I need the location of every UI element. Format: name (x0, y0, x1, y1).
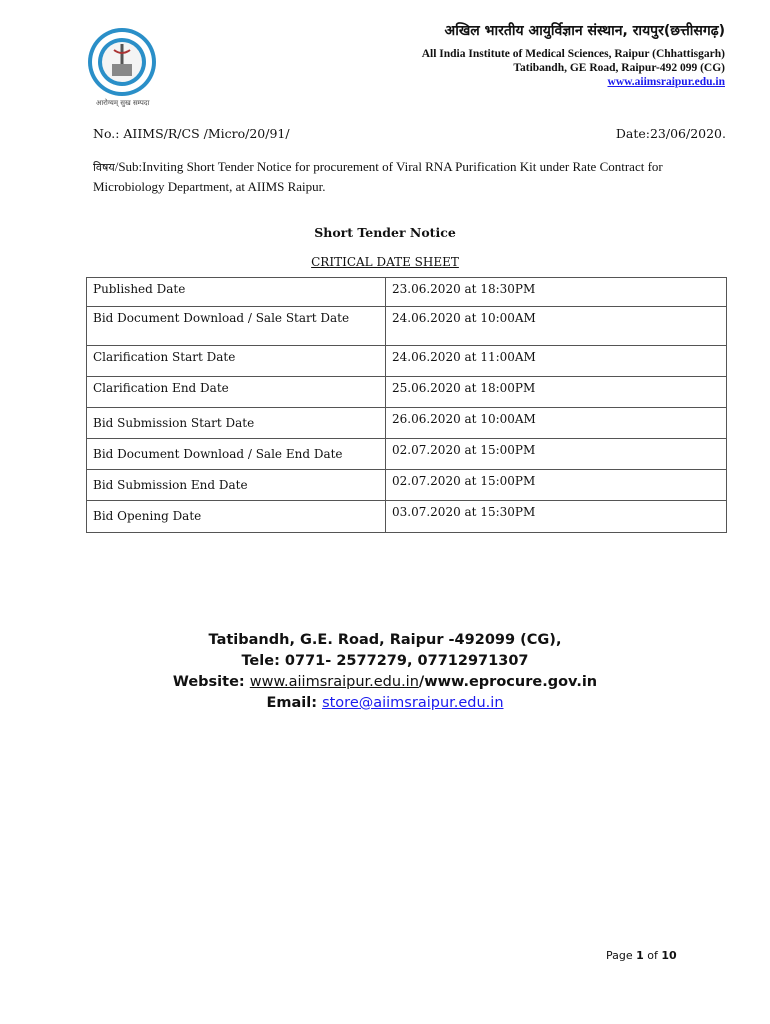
critical-dates-table (86, 277, 727, 533)
date-value: 25.06.2020 at 18:00PM (386, 377, 727, 408)
table-row (87, 278, 727, 307)
website-label: Website: (172, 674, 250, 690)
page-current: 1 (636, 949, 644, 962)
date-label: Bid Submission End Date (87, 470, 386, 501)
institute-name: All India Institute of Medical Sciences, Raipur (Chhattisgarh) (421, 48, 725, 60)
email-label: Email: (266, 695, 323, 711)
critical-date-sheet-title: CRITICAL DATE SHEET (311, 255, 459, 269)
date-label: Clarification Start Date (87, 346, 386, 377)
table-row (87, 470, 727, 501)
page-prefix: Page (606, 949, 637, 962)
subject-prefix: विषय (93, 161, 115, 174)
date-label: Bid Document Download / Sale End Date (87, 439, 386, 470)
hindi-institute-name: अखिल भारतीय आयुर्विज्ञान संस्थान, रायपुर(छत्तीसगढ़) (444, 23, 725, 39)
table-row (87, 346, 727, 377)
date-label: Bid Opening Date (87, 501, 386, 533)
date-label: Published Date (87, 278, 386, 307)
contact-website-link[interactable]: www.aiimsraipur.edu.in (249, 674, 419, 690)
date-value: 02.07.2020 at 15:00PM (386, 439, 727, 470)
institute-address: Tatibandh, GE Road, Raipur-492 099 (CG) (513, 62, 725, 74)
contact-email-link[interactable]: store@aiimsraipur.edu.in (322, 695, 504, 711)
date-value: 03.07.2020 at 15:30PM (386, 501, 727, 533)
reference-date: Date:23/06/2020. (615, 126, 726, 141)
page-number (606, 949, 677, 962)
date-value: 02.07.2020 at 15:00PM (386, 470, 727, 501)
subject-text: /Sub:Inviting Short Tender Notice for procurement of Viral RNA Purification Kit under Rate Contract for Microbiology Department, at AIIMS Raipur. (93, 159, 663, 194)
table-row (87, 377, 727, 408)
contact-website-2: /www.eprocure.gov.in (418, 674, 598, 690)
table-row (87, 408, 727, 439)
table-row (87, 501, 727, 533)
date-value: 23.06.2020 at 18:30PM (386, 278, 727, 307)
date-label: Bid Submission Start Date (87, 408, 386, 439)
page-total: 10 (661, 949, 677, 962)
subject-line (93, 157, 733, 196)
contact-block (0, 630, 770, 714)
date-value: 24.06.2020 at 10:00AM (386, 307, 727, 346)
logo-motto: आरोग्यम् सुख सम्पदा (96, 99, 150, 107)
date-label: Clarification End Date (87, 377, 386, 408)
date-label: Bid Document Download / Sale Start Date (87, 307, 386, 346)
aiims-logo (86, 26, 158, 98)
table-row (87, 439, 727, 470)
reference-number: No.: AIIMS/R/CS /Micro/20/91/ (93, 126, 290, 141)
website-link[interactable]: www.aiimsraipur.edu.in (607, 76, 725, 88)
notice-title: Short Tender Notice (314, 225, 456, 240)
contact-tele: Tele: 0771- 2577279, 07712971307 (241, 653, 529, 669)
table-row (87, 307, 727, 346)
date-value: 26.06.2020 at 10:00AM (386, 408, 727, 439)
contact-address: Tatibandh, G.E. Road, Raipur -492099 (CG), (208, 632, 562, 648)
page-of: of (643, 949, 662, 962)
date-value: 24.06.2020 at 11:00AM (386, 346, 727, 377)
